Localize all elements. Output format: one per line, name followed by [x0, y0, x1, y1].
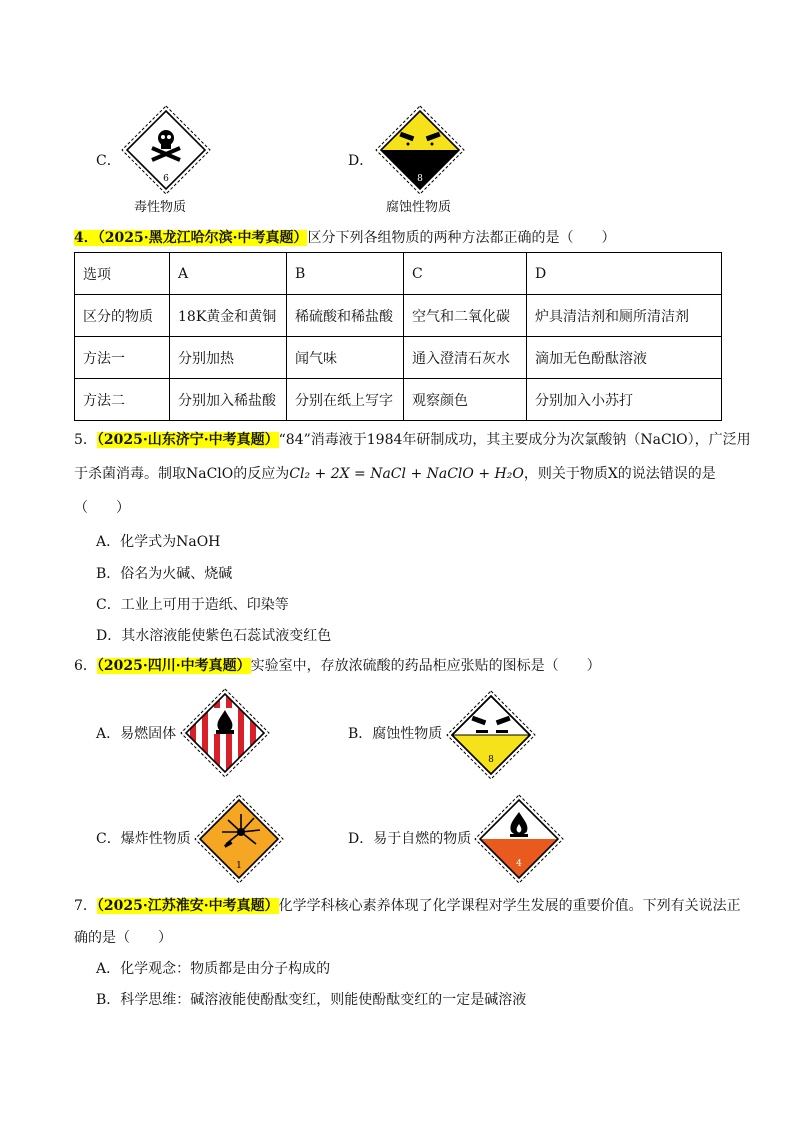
q5-option-d: D．其水溶液能使紫色石蕊试液变红色 — [96, 628, 332, 644]
table-row — [75, 379, 722, 421]
table-cell: 通入澄清石灰水 — [404, 337, 527, 379]
q5-source: （2025·山东济宁·中考真题） — [96, 432, 279, 448]
q6-source: （2025·四川·中考真题） — [96, 658, 251, 674]
corrosive-symbol-icon — [446, 690, 536, 780]
corrosive-class-number: 8 — [417, 174, 423, 184]
q6-stem — [74, 656, 601, 676]
q6-option-c-label: C．爆炸性物质 — [96, 831, 191, 847]
q5-answer-paren: （ ） — [74, 500, 130, 516]
q4-source: （2025·黑龙江哈尔滨·中考真题） — [97, 230, 308, 246]
q7-option-a: A．化学观念：物质都是由分子构成的 — [96, 961, 331, 977]
table-cell: 选项 — [75, 253, 170, 295]
option-c-label: C． — [96, 153, 121, 169]
table-cell: 方法一 — [75, 337, 170, 379]
table-cell: 分别加热 — [170, 337, 287, 379]
option-c-caption: 毒性物质 — [134, 200, 187, 215]
table-row — [75, 295, 722, 337]
q7-stem-text-1: 化学学科核心素养体现了化学课程对学生发展的重要价值。下列有关说法正 — [278, 898, 741, 914]
table-cell: 分别在纸上写字 — [287, 379, 404, 421]
q4-table — [74, 252, 722, 421]
q7-number: 7． — [74, 898, 97, 914]
table-cell: 方法二 — [75, 379, 170, 421]
q7-option-b: B．科学思维：碱溶液能使酚酞变红，则能使酚酞变红的一定是碱溶液 — [96, 992, 527, 1008]
table-cell: 滴加无色酚酞溶液 — [527, 337, 722, 379]
table-cell: A — [170, 253, 287, 295]
table-cell: 炉具清洁剂和厕所清洁剂 — [527, 295, 722, 337]
q5-number: 5． — [74, 432, 97, 448]
q5-stem-line1 — [74, 430, 751, 450]
q7-stem-line2: 确的是（ ） — [74, 930, 172, 946]
explosive-symbol-icon — [194, 794, 284, 884]
table-cell: C — [404, 253, 527, 295]
q5-stem-text-1: “84”消毒液于1984年研制成功，其主要成分为次氯酸钠（NaClO），广泛用 — [278, 432, 751, 448]
spontaneous-combustion-symbol-icon — [474, 794, 564, 884]
q5-stem-text-2b: ，则关于物质X的说法错误的是 — [523, 466, 716, 482]
q6-option-b-label: B．腐蚀性物质 — [348, 726, 443, 742]
toxic-class-number: 6 — [163, 174, 169, 184]
corrosive-symbol-icon — [374, 104, 466, 196]
q4-stem-text: 区分下列各组物质的两种方法都正确的是（ ） — [307, 230, 616, 246]
q5-option-b: B．俗名为火碱、烧碱 — [96, 566, 233, 582]
table-row — [75, 337, 722, 379]
explosive-class-number: 1 — [236, 861, 242, 871]
corrosive-class-number: 8 — [488, 755, 494, 765]
q4-stem — [74, 228, 615, 248]
q7-stem-line1 — [74, 896, 741, 916]
table-cell: 空气和二氧化碳 — [404, 295, 527, 337]
table-cell: 分别加入稀盐酸 — [170, 379, 287, 421]
table-cell: 18K黄金和黄铜 — [170, 295, 287, 337]
q5-stem-line2 — [74, 464, 716, 484]
q5-option-a: A．化学式为NaOH — [96, 534, 221, 550]
table-row — [75, 253, 722, 295]
q5-option-c: C．工业上可用于造纸、印染等 — [96, 597, 289, 613]
spontaneous-class-number: 4 — [516, 859, 522, 869]
table-cell: 闻气味 — [287, 337, 404, 379]
q6-stem-text: 实验室中，存放浓硫酸的药品柜应张贴的图标是（ ） — [250, 658, 601, 674]
q6-option-a-label: A．易燃固体 — [96, 726, 177, 742]
flammable-solid-symbol-icon — [180, 688, 270, 778]
table-cell: B — [287, 253, 404, 295]
q6-option-d-label: D．易于自燃的物质 — [348, 831, 472, 847]
toxic-symbol-icon — [120, 104, 212, 196]
table-cell: 观察颜色 — [404, 379, 527, 421]
table-cell: 区分的物质 — [75, 295, 170, 337]
q7-source: （2025·江苏淮安·中考真题） — [96, 898, 279, 914]
table-cell: D — [527, 253, 722, 295]
q5-equation: Cl₂ + 2X = NaCl + NaClO + H₂O — [289, 466, 524, 482]
table-cell: 稀硫酸和稀盐酸 — [287, 295, 404, 337]
q4-number: 4． — [74, 230, 98, 246]
option-d-label: D． — [348, 153, 374, 169]
table-cell: 分别加入小苏打 — [527, 379, 722, 421]
option-d-caption: 腐蚀性物质 — [386, 200, 452, 215]
q6-number: 6． — [74, 658, 97, 674]
q5-stem-text-2a: 于杀菌消毒。制取NaClO的反应为 — [74, 466, 290, 482]
